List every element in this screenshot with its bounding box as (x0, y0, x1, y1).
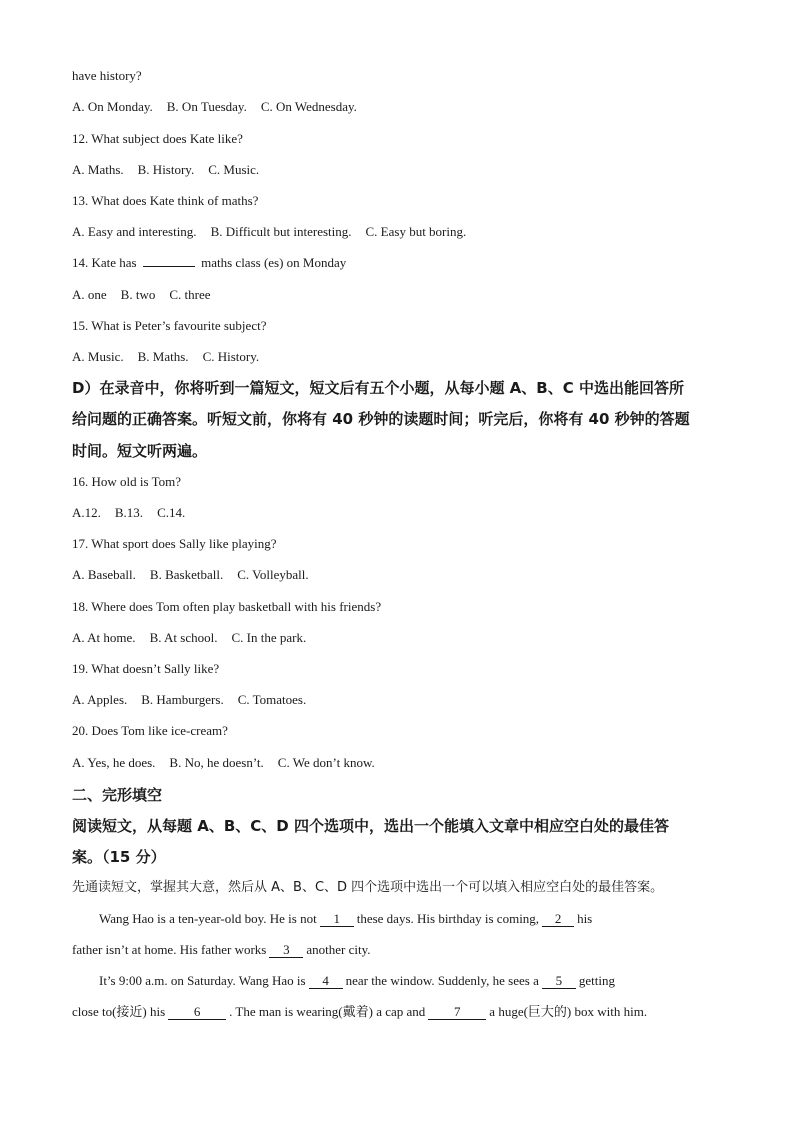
option-a: A. Music. (72, 349, 124, 364)
question-19-options (72, 691, 732, 709)
question-17: 17. What sport does Sally like playing? (72, 536, 277, 551)
part-2-instructions-line-2: 案。（15 分） (72, 848, 166, 866)
question-14-options (72, 286, 732, 304)
part-2-instructions-line-3: 先通读短文，掌握其大意，然后从 A、B、C、D 四个选项中选出一个可以填入相应空白处的最佳答案。 (72, 880, 664, 895)
question-14-text-a: 14. Kate has (72, 255, 137, 270)
option-a: A. one (72, 287, 107, 302)
part-2-instructions-line-1: 阅读短文，从每题 A、B、C、D 四个选项中，选出一个能填入文章中相应空白处的最佳答 (72, 817, 669, 835)
passage-text: another city. (306, 942, 371, 957)
option-a: A. Easy and interesting. (72, 224, 197, 239)
section-d-instructions-line-3: 时间。短文听两遍。 (72, 442, 208, 460)
blank-1: 1 (320, 912, 354, 927)
option-c: C. On Wednesday. (260, 99, 357, 114)
question-20-options (72, 754, 732, 772)
section-d-instructions-line-1: D）在录音中，你将听到一篇短文，短文后有五个小题，从每小题 A、B、C 中选出能回答所 (72, 379, 684, 397)
passage-text: his (577, 911, 593, 926)
option-b: B. Maths. (137, 349, 189, 364)
passage-line-2 (72, 941, 732, 959)
option-b: B. History. (137, 162, 195, 177)
question-16-options (72, 504, 732, 522)
passage-text: father isn’t at home. His father works (72, 942, 267, 957)
question-15: 15. What is Peter’s favourite subject? (72, 318, 267, 333)
option-b: B.13. (114, 505, 144, 520)
section-d-instructions-line-2: 给问题的正确答案。听短文前，你将有 40 秒钟的读题时间；听完后，你将有 40 秒钟的答题 (72, 410, 690, 428)
question-13-options (72, 223, 732, 241)
option-b: B. No, he doesn’t. (169, 755, 264, 770)
option-c: C. We don’t know. (277, 755, 375, 770)
question-16: 16. How old is Tom? (72, 474, 181, 489)
passage-text: close to(接近) his (72, 1004, 166, 1019)
question-11-continuation: have history? (72, 68, 142, 83)
option-a: A. Baseball. (72, 567, 136, 582)
blank-7: 7 (428, 1005, 486, 1020)
question-17-options (72, 566, 732, 584)
question-11-options (72, 98, 732, 116)
question-14 (72, 254, 732, 272)
option-b: B. Basketball. (149, 567, 224, 582)
question-13: 13. What does Kate think of maths? (72, 193, 259, 208)
passage-text: . The man is wearing(戴着) a cap and (229, 1004, 426, 1019)
option-c: C. three (169, 287, 211, 302)
option-a: A. Apples. (72, 692, 128, 707)
answer-blank (143, 266, 195, 267)
blank-5: 5 (542, 974, 576, 989)
question-14-text-b: maths class (es) on Monday (201, 255, 347, 270)
question-18-options (72, 629, 732, 647)
blank-3: 3 (269, 943, 303, 958)
blank-6: 6 (168, 1005, 226, 1020)
option-b: B. two (120, 287, 156, 302)
passage-text: getting (578, 973, 615, 988)
blank-4: 4 (309, 974, 343, 989)
blank-2: 2 (542, 912, 574, 927)
option-a: A. At home. (72, 630, 136, 645)
option-b: B. Difficult but interesting. (210, 224, 352, 239)
question-12: 12. What subject does Kate like? (72, 131, 243, 146)
option-c: C. Easy but boring. (365, 224, 467, 239)
passage-text: these days. His birthday is coming, (356, 911, 540, 926)
question-19: 19. What doesn’t Sally like? (72, 661, 220, 676)
question-20: 20. Does Tom like ice-cream? (72, 723, 228, 738)
option-c: C. In the park. (231, 630, 307, 645)
passage-text: near the window. Suddenly, he sees a (345, 973, 539, 988)
option-c: C. Music. (208, 162, 260, 177)
passage-text: a huge(巨大的) box with him. (489, 1004, 648, 1019)
passage-line-1 (99, 910, 759, 928)
option-b: B. Hamburgers. (141, 692, 224, 707)
question-18: 18. Where does Tom often play basketball with his friends? (72, 599, 382, 614)
passage-line-3 (99, 972, 759, 990)
option-a: A. Maths. (72, 162, 124, 177)
passage-text: It’s 9:00 a.m. on Saturday. Wang Hao is (99, 973, 306, 988)
option-b: B. At school. (149, 630, 218, 645)
option-c: C. Volleyball. (237, 567, 309, 582)
question-15-options (72, 348, 732, 366)
option-c: C. History. (202, 349, 260, 364)
option-a: A.12. (72, 505, 101, 520)
option-a: A. On Monday. (72, 99, 153, 114)
option-c: C.14. (157, 505, 186, 520)
option-b: B. On Tuesday. (166, 99, 247, 114)
passage-line-4 (72, 1003, 732, 1021)
passage-text: Wang Hao is a ten-year-old boy. He is not (99, 911, 317, 926)
question-12-options (72, 161, 732, 179)
option-c: C. Tomatoes. (237, 692, 307, 707)
option-a: A. Yes, he does. (72, 755, 156, 770)
part-2-heading: 二、完形填空 (72, 786, 163, 804)
